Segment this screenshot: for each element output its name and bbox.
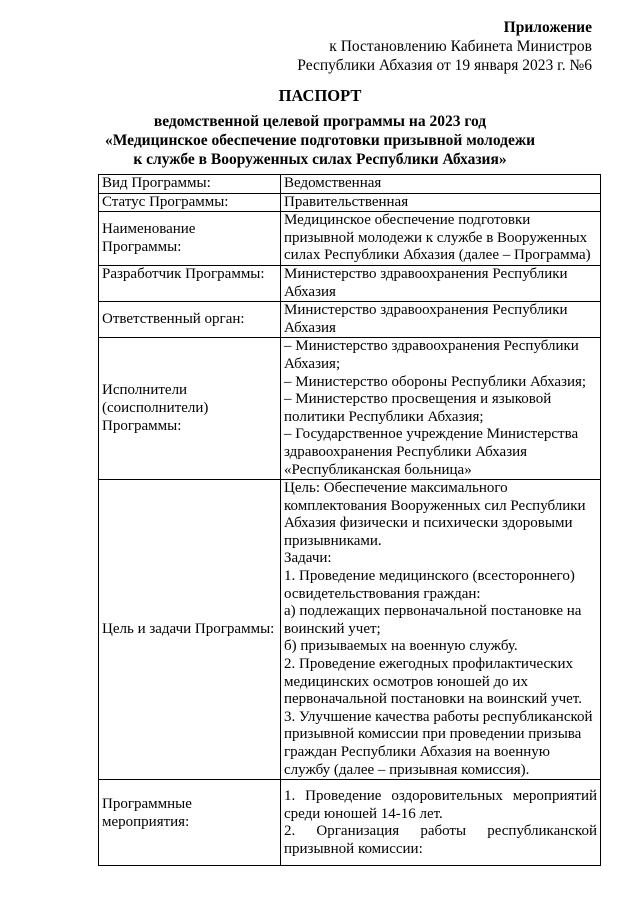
subtitle-line-3: к службе в Вооруженных силах Республики Абхазия» — [133, 151, 507, 168]
activity-item: 2. Организация работы республиканской призывной комиссии: — [284, 823, 597, 857]
task-item: б) призываемых на военную службу. — [284, 638, 518, 655]
task-item: 3. Улучшение качества работы республиканской призывной комиссии при проведении призыва граждан Республики Абхазия на военную службу (далее – призывная комиссия). — [284, 708, 593, 778]
table-row-status — [99, 193, 601, 212]
label-cell: Цель и задачи Программы: — [99, 480, 281, 780]
list-item: – Государственное учреждение Министерства здравоохранения Республики Абхазия «Республиканская больница» — [284, 426, 579, 478]
list-item: – Министерство просвещения и языковой политики Республики Абхазия; — [284, 391, 552, 425]
value-cell: Правительственная — [281, 193, 601, 212]
value-cell — [281, 480, 601, 780]
appendix-line-2: Республики Абхазия от 19 января 2023 г. №6 — [297, 57, 592, 74]
table-row-executors — [99, 338, 601, 480]
table-row-goals — [99, 480, 601, 780]
table-row-responsible — [99, 302, 601, 338]
appendix-line-1: к Постановлению Кабинета Министров — [329, 38, 592, 55]
goal-text: Цель: Обеспечение максимального комплектования Вооруженных сил Республики Абхазия физически и психически здоровыми призывниками. — [284, 480, 586, 549]
label-cell: Наименование Программы: — [99, 212, 281, 266]
document-title: ПАСПОРТ — [278, 86, 362, 105]
list-item: – Министерство здравоохранения Республики Абхазия; — [284, 338, 579, 372]
label-cell: Разработчик Программы: — [99, 265, 281, 301]
value-cell: Медицинское обеспечение подготовки призывной молодежи к службе в Вооруженных силах Республики Абхазия (далее – Программа) — [281, 212, 601, 266]
value-cell — [281, 338, 601, 480]
activity-item: 1. Проведение оздоровительных мероприятий среди юношей 14-16 лет. — [284, 788, 597, 822]
table-row-developer — [99, 265, 601, 301]
subtitle-line-2: «Медицинское обеспечение подготовки призывной молодежи — [104, 132, 536, 149]
appendix-title: Приложение — [503, 19, 592, 36]
table-row-name — [99, 212, 601, 266]
passport-table — [98, 174, 601, 866]
table-row-type — [99, 175, 601, 194]
table-row-activities — [99, 780, 601, 865]
value-cell: Министерство здравоохранения Республики Абхазия — [281, 265, 601, 301]
list-item: – Министерство обороны Республики Абхазия; — [284, 373, 587, 390]
label-cell: Вид Программы: — [99, 175, 281, 194]
document-subtitle — [0, 112, 640, 169]
task-item: 2. Проведение ежегодных профилактических медицинских осмотров юношей до их первоначальной постановки на воинский учет. — [284, 656, 582, 708]
label-cell: Статус Программы: — [99, 193, 281, 212]
value-cell: Министерство здравоохранения Республики Абхазия — [281, 302, 601, 338]
subtitle-line-1: ведомственной целевой программы на 2023 год — [153, 113, 487, 130]
label-cell: Исполнители (соисполнители) Программы: — [99, 338, 281, 480]
value-cell: Ведомственная — [281, 175, 601, 194]
label-cell: Программные мероприятия: — [99, 780, 281, 865]
task-item: 1. Проведение медицинского (всестороннего) освидетельствования граждан: — [284, 568, 575, 602]
value-cell — [281, 780, 601, 865]
appendix-header — [297, 18, 592, 75]
task-item: а) подлежащих первоначальной постановке на воинский учет; — [284, 603, 582, 637]
label-cell: Ответственный орган: — [99, 302, 281, 338]
tasks-heading: Задачи: — [284, 550, 332, 567]
